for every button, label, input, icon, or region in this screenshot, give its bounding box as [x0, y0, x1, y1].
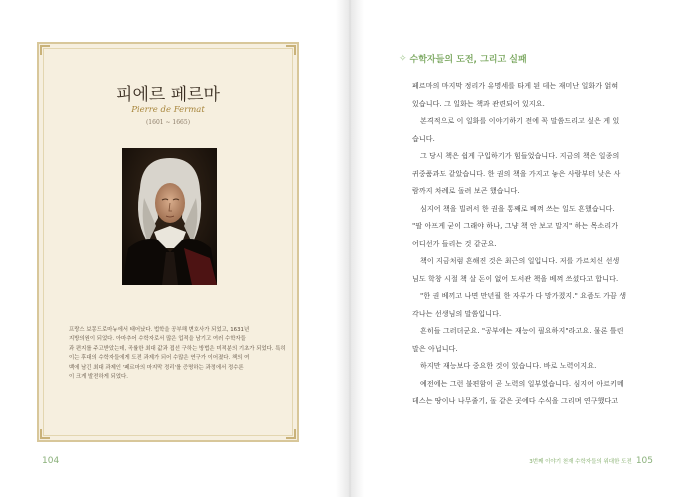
card-years: (1601 ~ 1665): [145, 119, 191, 126]
paragraph-line: "팔 아프게 굳이 그래야 하나, 그냥 책 안 보고 말지" 하는 목소리가: [412, 222, 619, 230]
caption-line: 백에 남긴 최대 과제인 '페르마의 마지막 정리'를 증명하는 과정에서 정수론: [69, 364, 244, 371]
caption-line: 지방의원이 되었다. 아마추어 수학자로서 많은 업적을 남기고 여러 수학자들: [69, 336, 246, 343]
caption-line: 과 편지를 주고받았는데, 곡률한 최대 값과 접선 구하는 방법은 미적분의 기초가 되었다. 특히: [69, 345, 286, 352]
biography-card: [37, 42, 299, 442]
paragraph-line: 데스는 땅이나 나무줄기, 돌 같은 곳에다 수식을 그리며 연구했다고: [412, 397, 619, 405]
section-title: [399, 52, 527, 65]
paragraph-line: 님도 학창 시절 책 살 돈이 없어 도서관 책을 베껴 쓰셨다고 합니다.: [412, 274, 619, 283]
paragraph-line: "한 권 베끼고 나면 만년필 한 자루가 다 망가졌지." 요즘도 가끔 생: [420, 292, 627, 300]
body-text: [412, 81, 652, 414]
book-gutter: [336, 0, 364, 497]
paragraph-line: 흔히들 그러더군요. "공부에는 재능이 필요하지"라고요. 물론 틀린: [420, 327, 624, 335]
paragraph-line: 귀중품과도 같았습니다. 한 권의 책을 가지고 놓은 사람부터 낮은 사: [412, 169, 621, 178]
paragraph-line: 본격적으로 이 일화를 이야기하기 전에 꼭 말씀드리고 싶은 게 있: [420, 117, 620, 125]
diamond-cross-icon: ✧: [399, 53, 407, 64]
paragraph-line: 예전에는 그런 불편함이 곧 노력의 일부였습니다. 심지어 아르키메: [420, 379, 624, 388]
portrait-illustration: [122, 148, 217, 285]
paragraph-line: 페르마의 마지막 정리가 유명세를 타게 된 데는 재미난 일화가 얽혀: [412, 82, 619, 90]
card-corner-ornament: [40, 429, 50, 439]
paragraph-line: 말은 아닙니다.: [412, 344, 458, 353]
card-subtitle: Pierre de Fermat: [131, 105, 205, 115]
caption-line: 프랑스 보몽드로마뉴에서 태어났다. 법학을 공부해 변호사가 되었고, 1631년: [69, 327, 250, 333]
chapter-label: 3번째 이야기 천재 수학자들의 위대한 도전: [529, 459, 632, 465]
caption-line: 이 크게 발전하게 되었다.: [69, 374, 128, 381]
paragraph-line: 각나는 선생님의 말씀입니다.: [412, 309, 502, 318]
paragraph-line: 습니다.: [412, 134, 435, 143]
portrait-image: [122, 148, 217, 285]
paragraph-line: 람까지 차례로 돌려 보곤 했습니다.: [412, 187, 520, 195]
card-corner-ornament: [40, 45, 50, 55]
page-number-left: 104: [42, 456, 60, 466]
card-caption: [69, 326, 286, 382]
paragraph-line: 하지만 재능보다 중요한 것이 있습니다. 바로 노력이지요.: [420, 362, 597, 370]
paragraph-line: 어디선가 들리는 것 같군요.: [412, 239, 497, 248]
caption-line: 이는 후대의 수학자들에게 도전 과제가 되어 수많은 연구가 이어졌다. 책의 여: [69, 355, 250, 362]
paragraph-line: 그 당시 책은 쉽게 구입하기가 힘들었습니다. 지금의 책은 일종의: [420, 152, 620, 160]
page-footer: [529, 456, 653, 466]
paragraph-line: 책이 지금처럼 흔해진 것은 최근의 일입니다. 저를 가르치신 선생: [420, 257, 620, 265]
card-title: 피에르 페르마: [116, 85, 220, 105]
card-corner-ornament: [286, 45, 296, 55]
paragraph-line: 심지어 책을 빌려서 한 권을 통째로 베껴 쓰는 일도 흔했습니다.: [420, 204, 615, 213]
section-title-text: 수학자들의 도전, 그리고 실패: [409, 55, 527, 65]
paragraph-line: 있습니다. 그 일화는 책과 관련되어 있지요.: [412, 99, 545, 108]
card-corner-ornament: [286, 429, 296, 439]
page-number-right: 105: [635, 456, 653, 466]
